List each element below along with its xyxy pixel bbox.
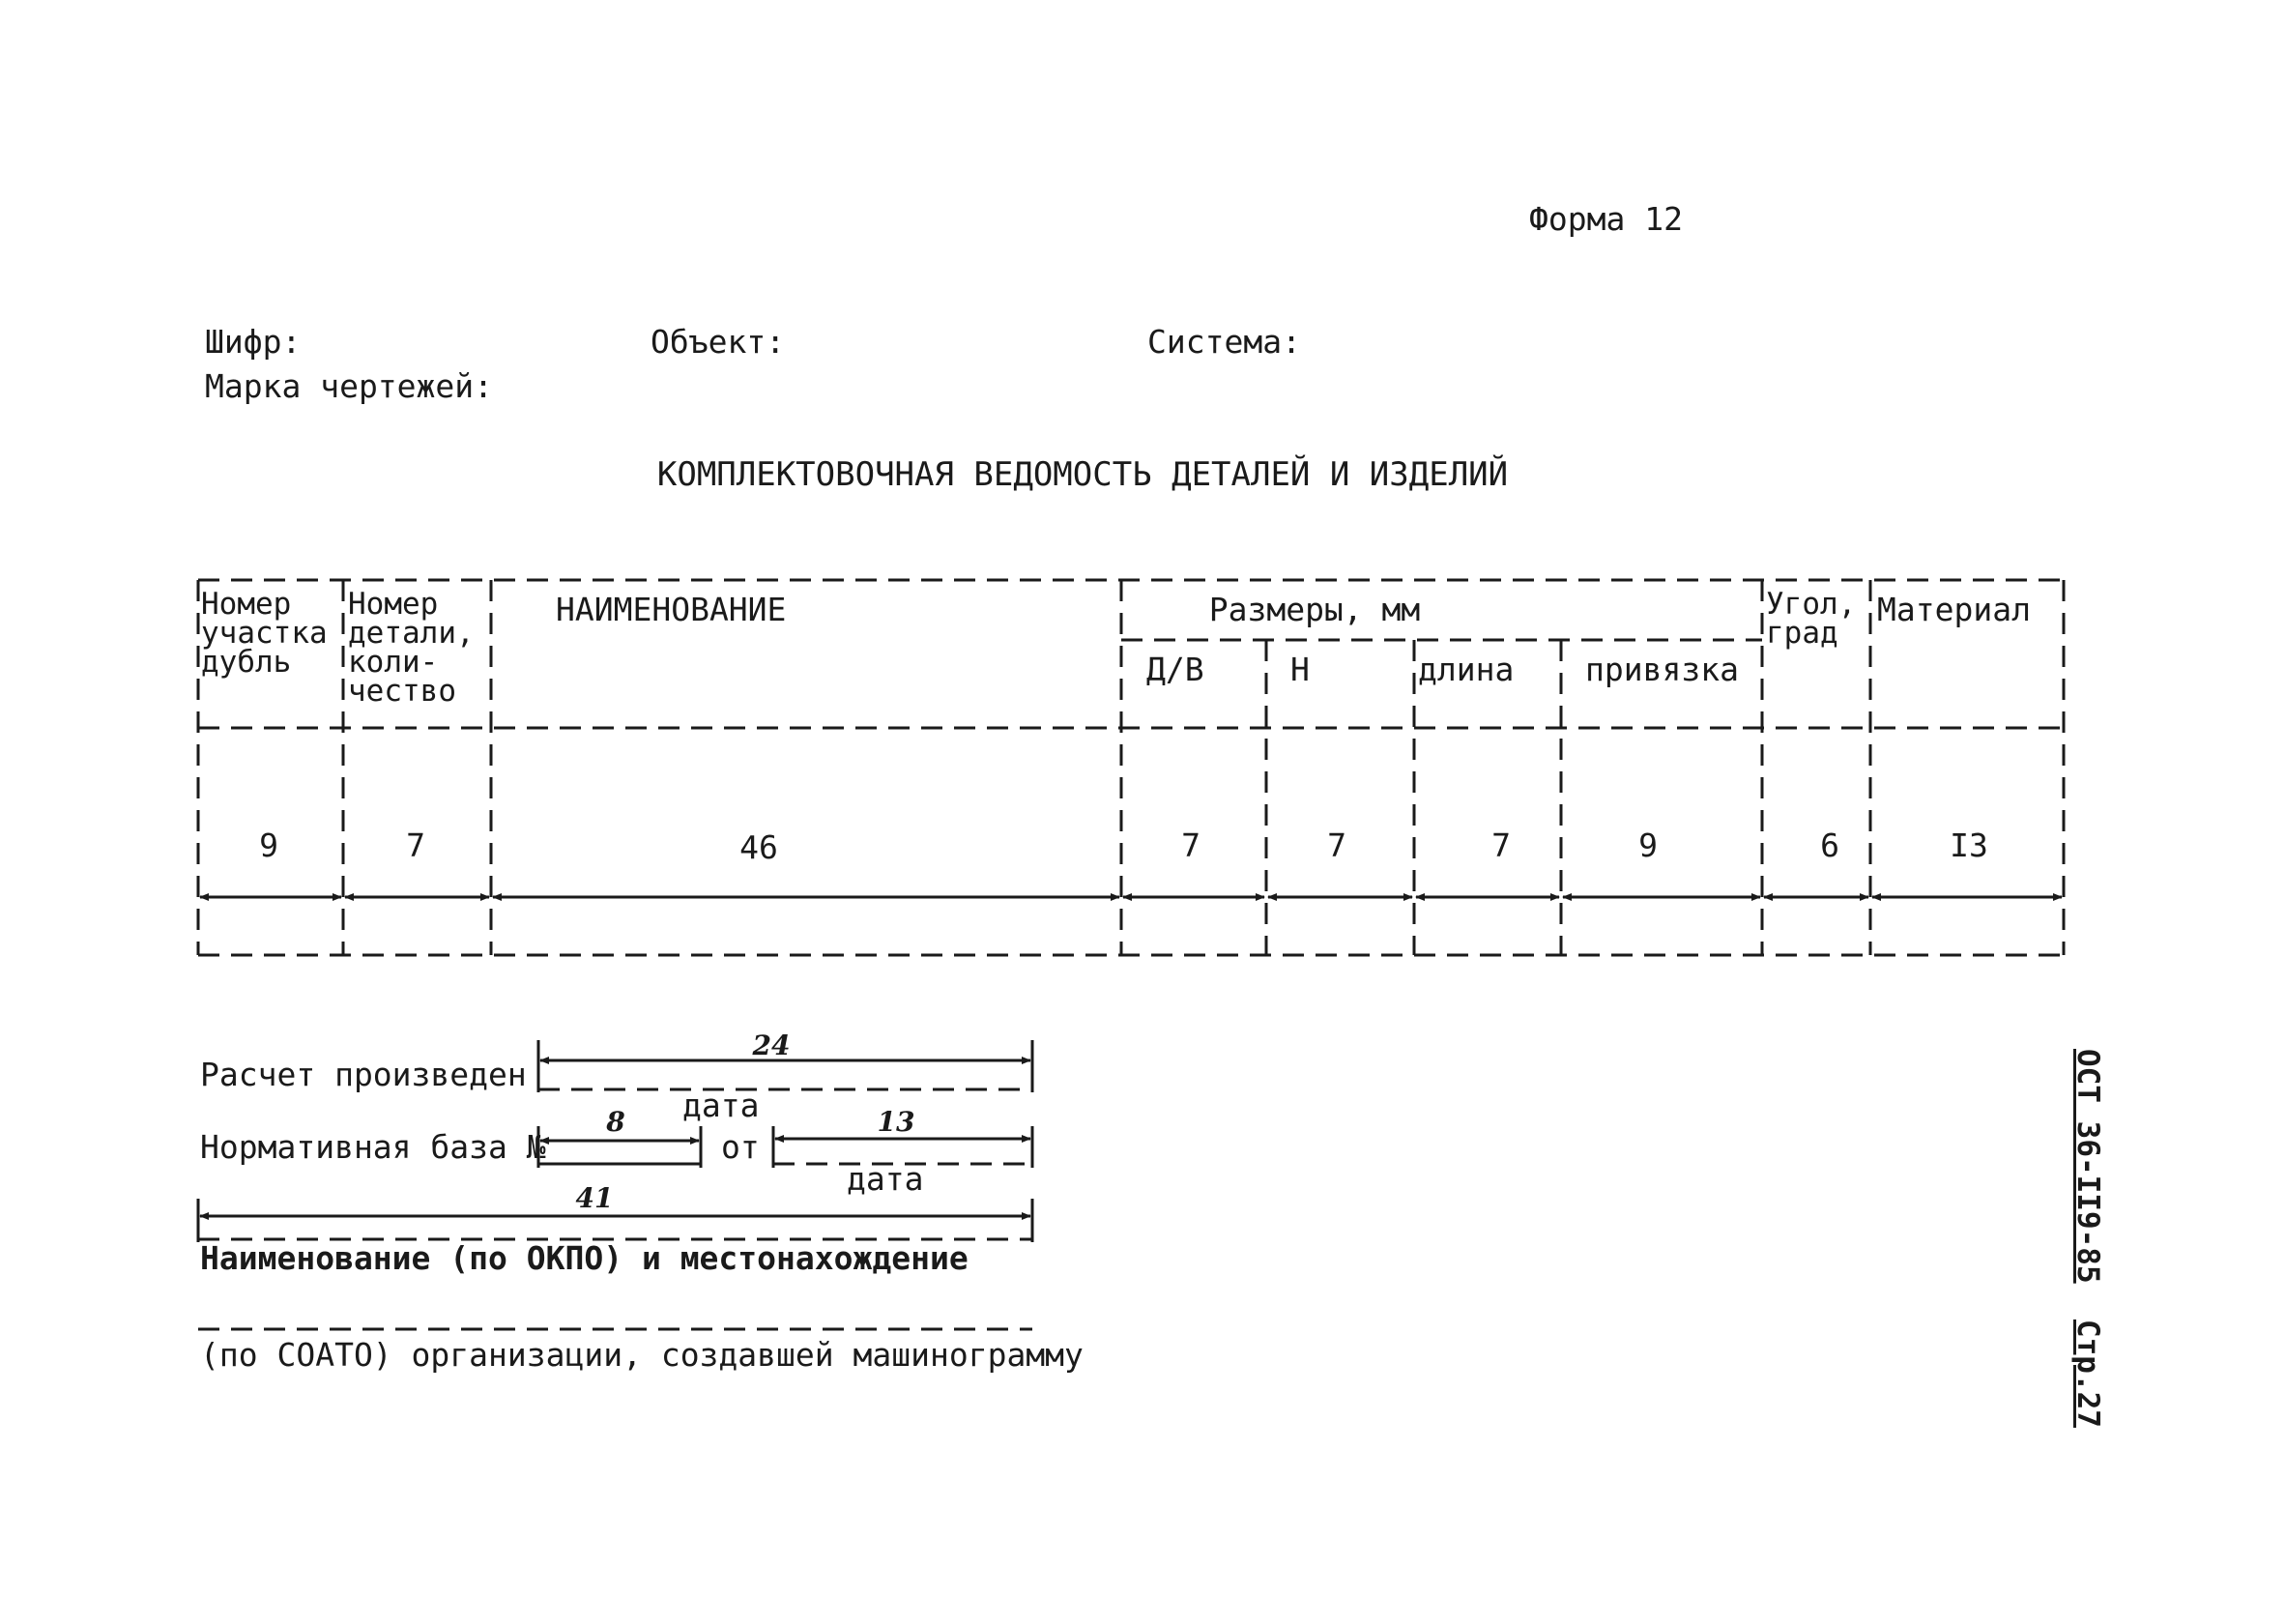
standard-stamp [2070,1049,2105,1428]
org-width: 41 [575,1182,614,1214]
header-size-length: длина [1418,651,1515,688]
width-angle: 6 [1820,826,1839,864]
page-number: Стр.27 [2070,1319,2105,1428]
header-sizes: Размеры, мм [1208,591,1421,628]
object-label: Объект: [651,323,786,361]
calc-label: Расчет произведен [200,1056,527,1093]
width-length: 7 [1491,826,1511,864]
from-label: от [721,1128,760,1166]
from-width: 13 [877,1106,915,1138]
width-material: I3 [1950,826,1988,864]
width-dv: 7 [1181,826,1200,864]
calc-date-label: дата [682,1087,760,1124]
header-size-h: Н [1290,651,1310,688]
org-label-line-2: (по СОАТО) организации, создавшей машинограмму [200,1336,1084,1374]
norm-base-width: 8 [606,1106,625,1138]
header-size-binding: привязка [1585,651,1739,688]
drawing-mark-label: Марка чертежей: [205,367,494,405]
org-label-line-1: Наименование (по ОКПО) и местонахождение [200,1239,969,1277]
header-angle: Угол, град [1766,587,1857,651]
header-part-number: Номер детали, коли- чество [348,587,475,709]
system-label: Система: [1147,323,1301,361]
width-binding: 9 [1638,826,1658,864]
header-material: Материал [1877,591,2031,628]
form-number: Форма 12 [1529,200,1683,238]
norm-base-label: Нормативная база № [200,1128,546,1166]
header-section-number: Номер участка дубль [201,587,328,680]
header-name: НАИМЕНОВАНИЕ [556,591,787,628]
width-name: 46 [739,828,778,866]
cipher-label: Шифр: [205,323,302,361]
header-size-dv: Д/В [1146,651,1204,688]
standard-number: ОСТ 36-II9-85 [2070,1049,2105,1284]
width-h: 7 [1327,826,1346,864]
from-date-label: дата [847,1160,924,1198]
width-part: 7 [406,826,425,864]
document-title: КОМПЛЕКТОВОЧНАЯ ВЕДОМОСТЬ ДЕТАЛЕЙ И ИЗДЕЛИЙ [656,455,1509,494]
width-section: 9 [259,826,278,864]
calc-width: 24 [752,1030,791,1061]
